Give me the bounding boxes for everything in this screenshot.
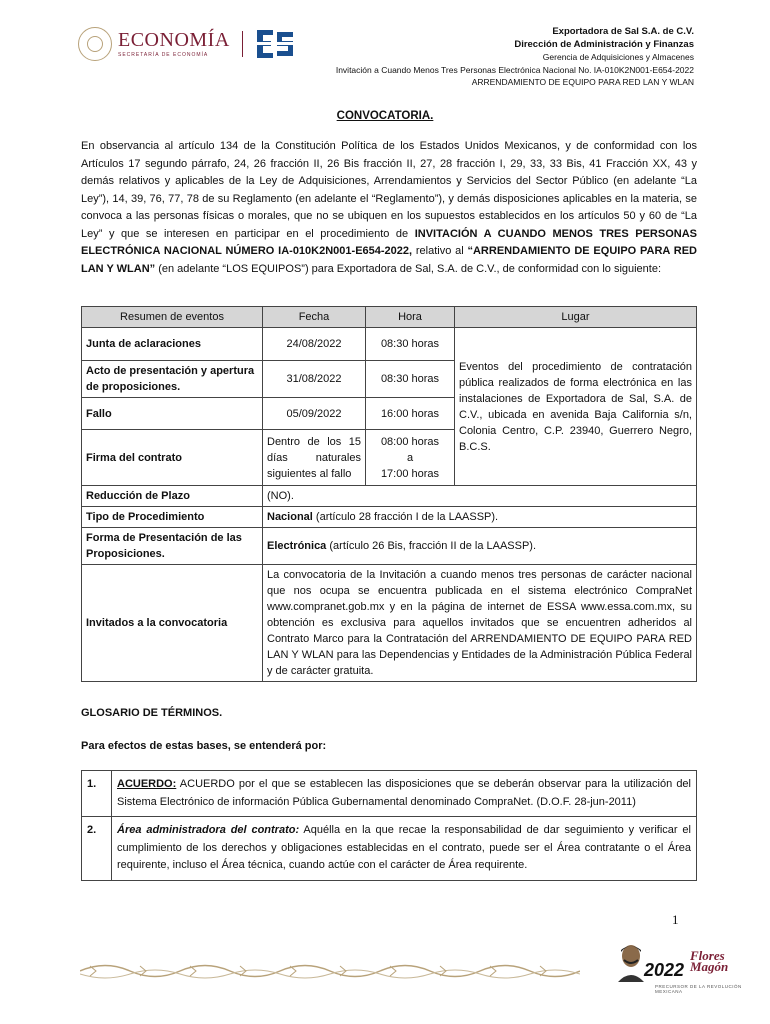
glossary-table — [81, 770, 697, 881]
glossary-row — [82, 817, 697, 881]
page-footer — [60, 938, 760, 998]
tipo-label: Tipo de Procedimiento — [82, 507, 263, 528]
seal-icon — [78, 27, 112, 61]
glossary-title: GLOSARIO DE TÉRMINOS. — [81, 707, 223, 719]
glossary-num: 2. — [82, 817, 112, 881]
glossary-def: Área administradora del contrato: Aquélla en la que recae la responsabilidad de dar seguimiento y verificar el cumplimiento de los derechos y obligaciones establecidas en el contrato, puede ser el Área contratante o el Área requirente, incluso el Área técnica, cuando actúe con el carácter de Área requirente. — [112, 817, 697, 881]
table-row — [82, 328, 697, 361]
event-date: 31/08/2022 — [263, 361, 366, 398]
events-table — [81, 306, 697, 682]
table-header-row — [82, 307, 697, 328]
invitados-text: La convocatoria de la Invitación a cuando menos tres personas de carácter nacional que nos ocupa se encuentra publicada en el sistema electrónico CompraNet www.compranet.gob.mx y en la página de internet de ESSA www.essa.com.mx, su obtención es exclusiva para aquellos invitados que se encuentren adheridos al Contrato Marco para la Contratación del ARRENDAMIENTO DE EQUIPO PARA RED LAN Y WLAN para las Dependencias y Entidades de la Administración Pública Federal y de carácter gratuita. — [263, 565, 697, 682]
event-date: 24/08/2022 — [263, 328, 366, 361]
essa-logo-icon — [253, 26, 297, 62]
page-number: 1 — [672, 912, 679, 927]
table-row — [82, 528, 697, 565]
logo-divider — [242, 31, 243, 57]
forma-label: Forma de Presentación de las Proposiciones. — [82, 528, 263, 565]
reduccion-value: (NO). — [263, 486, 697, 507]
footer-caption: PRECURSOR DE LA REVOLUCIÓN MEXICANA — [655, 984, 742, 994]
event-name: Junta de aclaraciones — [82, 328, 263, 361]
invitation-line: Invitación a Cuando Menos Tres Personas Electrónica Nacional No. IA-010K2N001-E654-2022 — [335, 64, 694, 75]
footer-year: 2022 — [644, 960, 685, 980]
direction-name: Dirección de Administración y Finanzas — [514, 38, 694, 50]
glossary-num: 1. — [82, 771, 112, 817]
glossary-def: ACUERDO: ACUERDO por el que se establecen las disposiciones que se deberán observar para la utilización del Sistema Electrónico de información Pública Gubernamental denominado CompraNet. (D.O.F. 28-jun-2011) — [112, 771, 697, 817]
header-cell: Fecha — [263, 307, 366, 328]
event-time: 08:30 horas — [366, 361, 455, 398]
header-cell: Resumen de eventos — [82, 307, 263, 328]
glossary-row — [82, 771, 697, 817]
event-date: 05/09/2022 — [263, 398, 366, 430]
event-time: 16:00 horas — [366, 398, 455, 430]
table-row — [82, 486, 697, 507]
table-row — [82, 507, 697, 528]
tipo-value: Nacional (artículo 28 fracción I de la LAASSP). — [263, 507, 697, 528]
company-name: Exportadora de Sal S.A. de C.V. — [552, 26, 694, 37]
glossary-intro: Para efectos de estas bases, se entenderá por: — [81, 740, 327, 752]
forma-value: Electrónica (artículo 26 Bis, fracción II de la LAASSP). — [263, 528, 697, 565]
event-place: Eventos del procedimiento de contratación pública realizados de forma electrónica en las instalaciones de Exportadora de Sal, S.A. de C.V., ubicada en avenida Baja California s/n, Colonia Centro, C.P. 23940, Guerrero Negro, B.C.S. — [455, 328, 697, 486]
economia-logo — [78, 26, 297, 62]
event-date: Dentro de los 15 días naturales siguientes al fallo — [263, 430, 366, 486]
invitados-label: Invitados a la convocatoria — [82, 565, 263, 682]
footer-name: Flores Magón — [690, 948, 729, 974]
page-header — [0, 0, 770, 100]
event-name: Fallo — [82, 398, 263, 430]
event-name: Acto de presentación y apertura de proposiciones. — [82, 361, 263, 398]
reduccion-label: Reducción de Plazo — [82, 486, 263, 507]
event-time: 08:30 horas — [366, 328, 455, 361]
header-cell: Hora — [366, 307, 455, 328]
subject-line: ARRENDAMIENTO DE EQUIPO PARA RED LAN Y WLAN — [471, 77, 694, 87]
header-cell: Lugar — [455, 307, 697, 328]
page-title: CONVOCATORIA. — [336, 110, 434, 122]
portrait-icon — [616, 942, 646, 982]
event-name: Firma del contrato — [82, 430, 263, 486]
brand-word: ECONOMÍA — [118, 29, 230, 51]
event-time: 08:00 horas a 17:00 horas — [366, 430, 455, 486]
office-name: Gerencia de Adquisiciones y Almacenes — [542, 52, 694, 62]
table-row — [82, 565, 697, 682]
intro-paragraph: En observancia al artículo 134 de la Constitución Política de los Estados Unidos Mexicanos, y de conformidad con los Artículos 17 segundo párrafo, 24, 26 fracción II, 26 Bis fracción II, 27, 28 fracción I, 29, 33, 33 Bis, 41 Fracción XX, 43 y demás relativos y aplicables de la Ley de Adquisiciones, Arrendamientos y Servicios del Sector Público (en adelante “La Ley”), 14, 39, 76, 77, 78 de su Reglamento (en adelante el “Reglamento”), y demás disposiciones aplicables en la materia, se convoca a las personas físicas o morales, que no se ubiquen en los supuestos establecidos en los artículos 50 y 60 de “La Ley” y que se interesen en participar en el procedimiento de INVITACIÓN A CUANDO MENOS TRES PERSONAS ELECTRÓNICA NACIONAL NÚMERO IA-010K2N001-E654-2022, relativo al “ARRENDAMIENTO DE EQUIPO PARA RED LAN Y WLAN” (en adelante “LOS EQUIPOS”) para Exportadora de Sal, S.A. de C.V., de conformidad con lo siguiente: — [81, 140, 697, 275]
ornament-icon — [80, 960, 580, 982]
header-info — [336, 26, 694, 89]
brand-sub: SECRETARÍA DE ECONOMÍA — [118, 52, 209, 58]
